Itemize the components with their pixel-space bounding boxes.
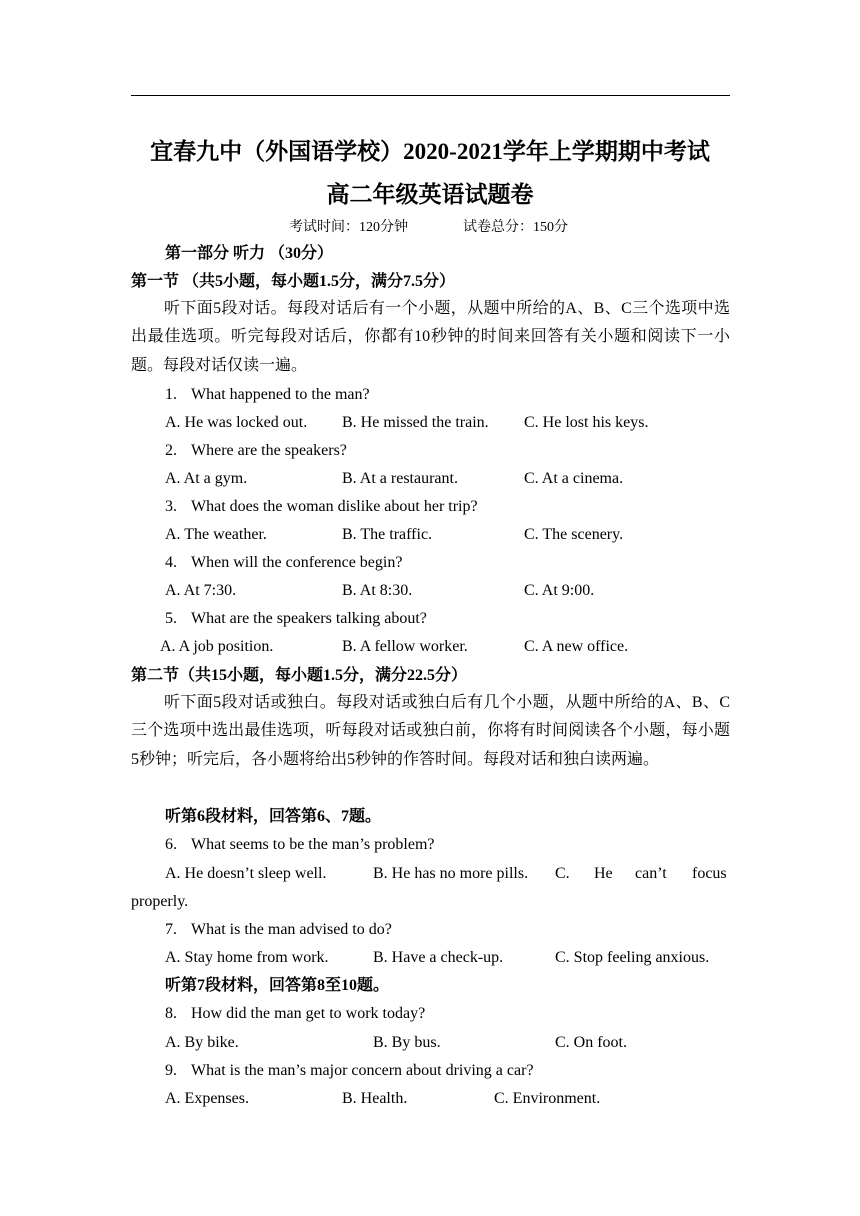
question-number: 6. — [165, 836, 177, 853]
section2-heading: 第二节（共15小题，每小题1.5分，满分22.5分） — [131, 667, 468, 684]
question-text: What does the woman dislike about her trip? — [191, 498, 478, 515]
option-b: B. Health. — [342, 1090, 408, 1107]
option-a: A. Stay home from work. — [165, 949, 329, 966]
option-a: A. By bike. — [165, 1034, 239, 1051]
option-b: B. Have a check-up. — [373, 949, 504, 966]
option-a: A. The weather. — [165, 526, 267, 543]
option-c-word: can’t — [635, 865, 667, 882]
option-c-continuation: properly. — [131, 893, 189, 910]
question-text: What seems to be the man’s problem? — [191, 836, 435, 853]
part1-heading: 第一部分 听力 （30分） — [165, 245, 334, 262]
question-text: Where are the speakers? — [191, 442, 347, 459]
material-6-heading: 听第6段材料，回答第6、7题。 — [165, 808, 382, 825]
option-c: C. At a cinema. — [524, 470, 624, 487]
question-text: What is the man’s major concern about driving a car? — [191, 1062, 534, 1079]
option-c: C. Stop feeling anxious. — [555, 949, 710, 966]
option-a: A. A job position. — [160, 638, 274, 655]
option-c: C. Environment. — [494, 1090, 601, 1107]
material-7-heading: 听第7段材料，回答第8至10题。 — [165, 977, 390, 994]
question-text: How did the man get to work today? — [191, 1005, 426, 1022]
section1-instructions: 听下面5段对话。每段对话后有一个小题，从题中所给的A、B、C三个选项中选出最佳选项。听完每段对话后，你都有10秒钟的时间来回答有关小题和阅读下一小题。每段对话仅读一遍。 — [131, 300, 730, 374]
option-b: B. He has no more pills. — [373, 865, 529, 882]
total-score: 试卷总分：150分 — [463, 220, 568, 235]
option-b: B. The traffic. — [342, 526, 433, 543]
header-rule — [131, 95, 730, 96]
option-a: A. He was locked out. — [165, 414, 308, 431]
option-a: A. At 7:30. — [165, 582, 237, 599]
option-c: C. The scenery. — [524, 526, 624, 543]
question-number: 3. — [165, 498, 177, 515]
section1-heading: 第一节 （共5小题，每小题1.5分，满分7.5分） — [131, 273, 456, 290]
option-b: B. A fellow worker. — [342, 638, 468, 655]
option-a: A. He doesn’t sleep well. — [165, 865, 327, 882]
question-number: 5. — [165, 610, 177, 627]
question-number: 4. — [165, 554, 177, 571]
option-b: B. He missed the train. — [342, 414, 489, 431]
option-c: C. On foot. — [555, 1034, 627, 1051]
option-c-word: focus — [692, 865, 727, 882]
option-c: C. He lost his keys. — [524, 414, 649, 431]
option-a: A. At a gym. — [165, 470, 248, 487]
question-number: 2. — [165, 442, 177, 459]
option-b: B. At 8:30. — [342, 582, 413, 599]
question-number: 7. — [165, 921, 177, 938]
option-c-letter: C. — [555, 865, 570, 882]
exam-time: 考试时间：120分钟 — [289, 220, 408, 235]
section2-instructions: 听下面5段对话或独白。每段对话或独白后有几个小题，从题中所给的A、B、C三个选项中选出最佳选项，听每段对话或独白前，你将有时间阅读各个小题，每小题5秒钟；听完后，各小题将给出5秒钟的作答时间。每段对话和独白读两遍。 — [131, 694, 730, 768]
option-c: C. A new office. — [524, 638, 629, 655]
option-c-word: He — [594, 865, 613, 882]
option-b: B. At a restaurant. — [342, 470, 458, 487]
option-a: A. Expenses. — [165, 1090, 249, 1107]
exam-subtitle: 高二年级英语试题卷 — [326, 182, 534, 207]
question-number: 8. — [165, 1005, 177, 1022]
question-text: What are the speakers talking about? — [191, 610, 427, 627]
question-number: 1. — [165, 386, 177, 403]
question-text: When will the conference begin? — [191, 554, 403, 571]
question-text: What is the man advised to do? — [191, 921, 392, 938]
question-number: 9. — [165, 1062, 177, 1079]
option-c: C. At 9:00. — [524, 582, 595, 599]
option-b: B. By bus. — [373, 1034, 441, 1051]
question-text: What happened to the man? — [191, 386, 370, 403]
exam-title: 宜春九中（外国语学校）2020-2021学年上学期期中考试 — [150, 139, 710, 164]
